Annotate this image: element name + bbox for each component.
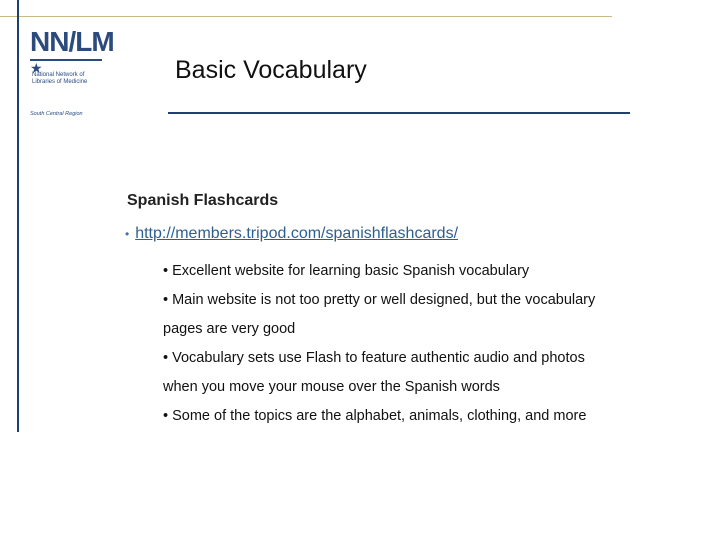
star-icon: ★ — [30, 60, 43, 76]
title-underline — [168, 112, 630, 114]
bullet: • — [125, 227, 130, 241]
bullet-line: • Some of the topics are the alphabet, animals, clothing, and more — [163, 408, 587, 424]
top-rule — [0, 16, 612, 17]
link-item — [125, 224, 458, 244]
logo-region: South Central Region — [30, 111, 83, 117]
bullet-line: • Excellent website for learning basic Spanish vocabulary — [163, 263, 530, 279]
bullet-list — [163, 257, 663, 431]
bullet-line: • Vocabulary sets use Flash to feature authentic audio and photos — [163, 350, 585, 366]
bullet-line: • Main website is not too pretty or well designed, but the vocabulary — [163, 292, 596, 308]
logo-org-name — [32, 72, 112, 85]
bullet-line: pages are very good — [163, 321, 296, 337]
logo-mark: NN/LM — [30, 26, 114, 57]
flashcards-link[interactable]: http://members.tripod.com/spanishflashcards/ — [135, 225, 459, 242]
bullet-line: when you move your mouse over the Spanish words — [163, 379, 500, 395]
logo-org-line: National Network of — [32, 72, 85, 78]
section-heading: Spanish Flashcards — [127, 192, 279, 209]
nnlm-logo — [30, 26, 114, 117]
slide-title: Basic Vocabulary — [175, 56, 367, 84]
left-rule — [17, 0, 19, 432]
logo-org-line: Libraries of Medicine — [32, 78, 88, 85]
